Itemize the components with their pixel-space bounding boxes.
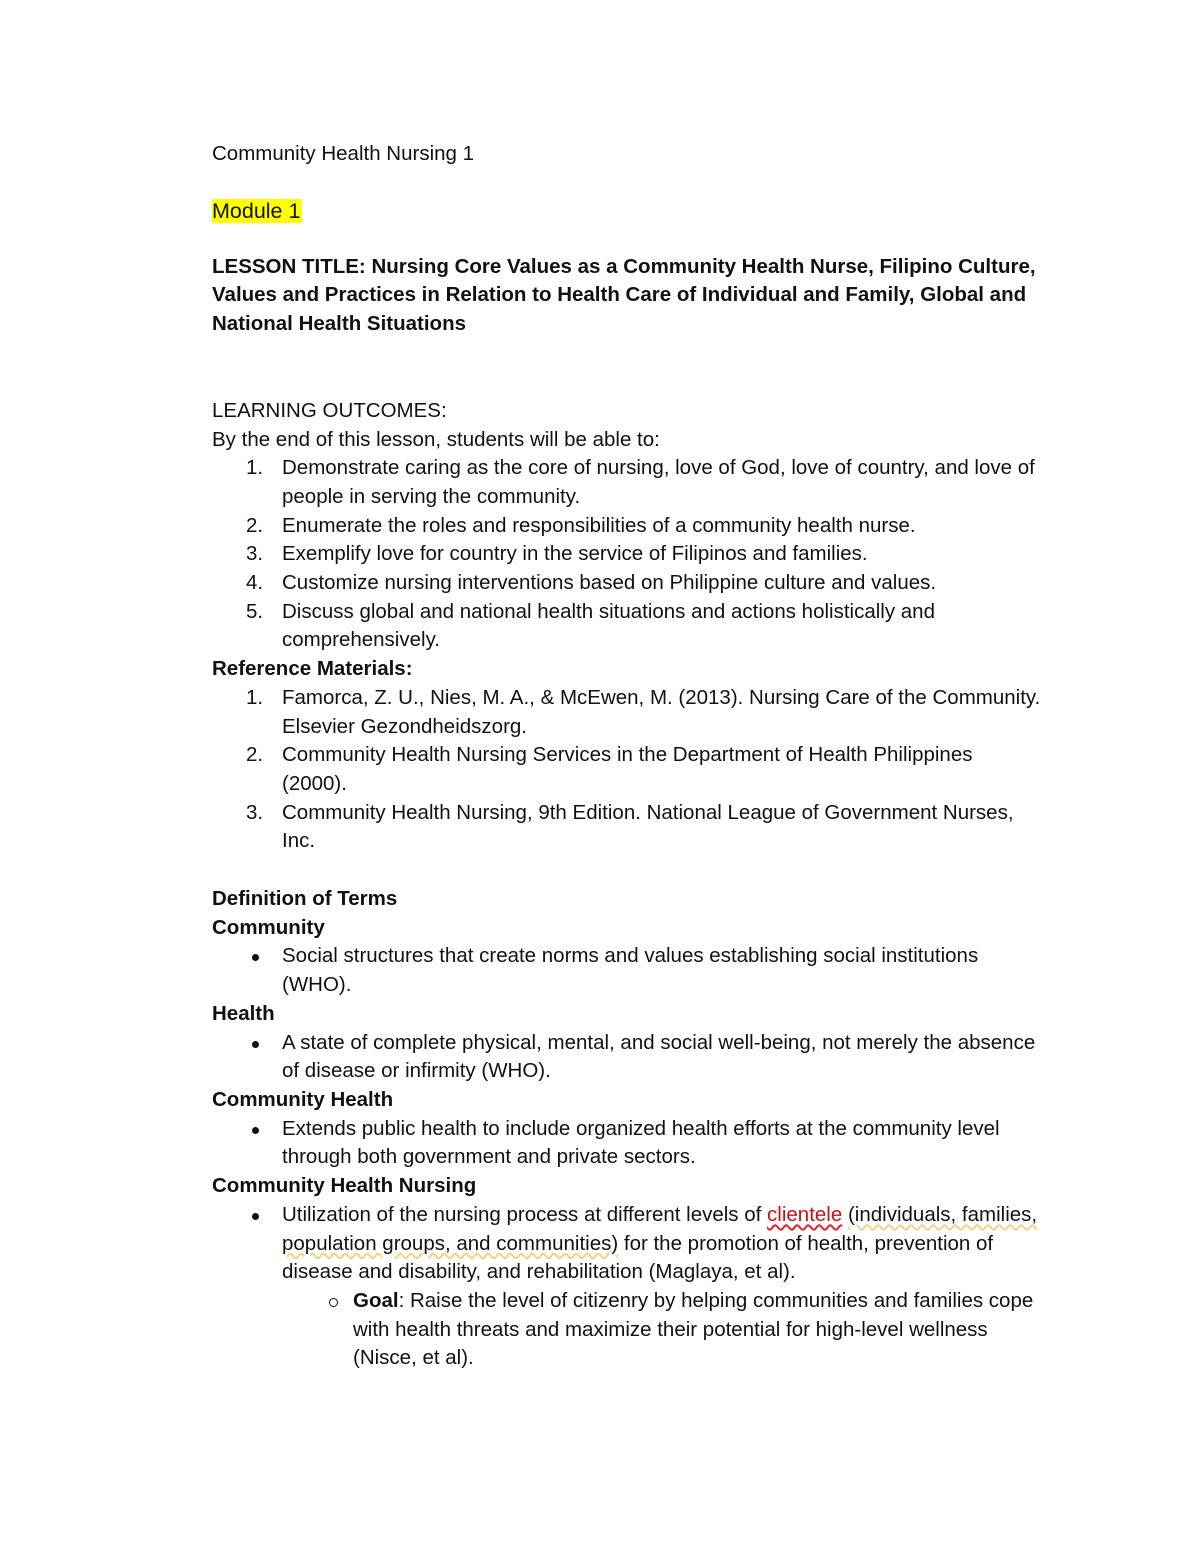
goal-label: Goal [353,1288,399,1312]
list-item [212,1201,1042,1287]
item-text-end: for the promotion of health, prevention of disease and disability, and rehabilitation (Maglaya, et al). [282,1231,994,1284]
list-item [212,684,1042,741]
item-number: 1. [246,685,264,709]
item-text: Social structures that create norms and values establishing social institutions (WHO). [282,944,979,997]
spellcheck-flagged-word[interactable]: clientele [767,1202,843,1226]
bullet-icon [252,1127,259,1134]
lesson-title: LESSON TITLE: Nursing Core Values as a Community Health Nurse, Filipino Culture, Values and Practices in Relation to Health Care of Individual and Family, Global and National Health Situations [212,254,1036,336]
module-line [212,197,1042,229]
bullet-icon [252,954,259,961]
item-text: A state of complete physical, mental, and social well-being, not merely the absence of disease or infirmity (WHO). [282,1030,1036,1083]
goal-sublist [212,1287,1042,1373]
list-item [212,598,1042,655]
term-community-health: Community Health [212,1087,394,1111]
term-community-list [212,942,1042,999]
item-text: Demonstrate caring as the core of nursing, love of God, love of country, and love of people in serving the community. [282,456,1035,508]
list-item [212,1029,1042,1086]
item-number: 5. [246,599,264,623]
item-text: Enumerate the roles and responsibilities of a community health nurse. [282,513,916,537]
list-item [212,741,1042,798]
grammar-flagged-phrase[interactable]: (individuals, families, population groups, and communities) [282,1202,1038,1255]
learning-outcomes-intro: By the end of this lesson, students will be able to: [212,427,660,451]
term-community-health-nursing-list [212,1201,1042,1287]
learning-outcomes-list [212,454,1042,655]
item-text: Customize nursing interventions based on Philippine culture and values. [282,571,937,595]
list-item [212,540,1042,569]
circle-bullet-icon [329,1298,338,1307]
list-item [212,454,1042,511]
reference-materials-heading: Reference Materials: [212,657,413,681]
item-number: 3. [246,542,264,566]
item-number: 1. [246,456,264,480]
item-text: Exemplify love for country in the service of Filipinos and families. [282,542,868,566]
list-item [212,942,1042,999]
item-text: Community Health Nursing, 9th Edition. National League of Government Nurses, Inc. [282,800,1014,853]
item-number: 3. [246,800,264,824]
item-number: 4. [246,571,264,595]
bullet-icon [252,1041,259,1048]
item-text-start: Utilization of the nursing process at different levels of [282,1202,768,1226]
list-item [212,512,1042,541]
definition-of-terms-heading: Definition of Terms [212,887,398,911]
course-title: Community Health Nursing 1 [212,142,475,165]
learning-outcomes-heading: LEARNING OUTCOMES: [212,398,447,422]
item-text: Discuss global and national health situations and actions holistically and comprehensively. [282,599,935,652]
term-health: Health [212,1001,275,1025]
bullet-icon [252,1213,259,1220]
module-label-highlighted: Module 1 [212,198,301,223]
item-number: 2. [246,743,264,767]
item-text: Community Health Nursing Services in the Department of Health Philippines (2000). [282,743,973,795]
goal-text: : Raise the level of citizenry by helping communities and families cope with health threats and maximize their potential for high-level wellness (Nisce, et al). [353,1288,1034,1370]
term-community-health-nursing: Community Health Nursing [212,1174,477,1198]
list-item [212,799,1042,856]
list-item [212,1287,1042,1373]
term-health-list [212,1029,1042,1086]
reference-materials-list [212,684,1042,856]
item-text: Famorca, Z. U., Nies, M. A., & McEwen, M. (2013). Nursing Care of the Community. Elsevier Gezondheidszorg. [282,685,1041,738]
list-item [212,1115,1042,1172]
list-item [212,569,1042,598]
term-community-health-list [212,1115,1042,1172]
item-number: 2. [246,513,264,537]
document-page [212,140,1042,1373]
item-text: Extends public health to include organized health efforts at the community level through both government and private sectors. [282,1116,1000,1169]
term-community: Community [212,915,325,939]
